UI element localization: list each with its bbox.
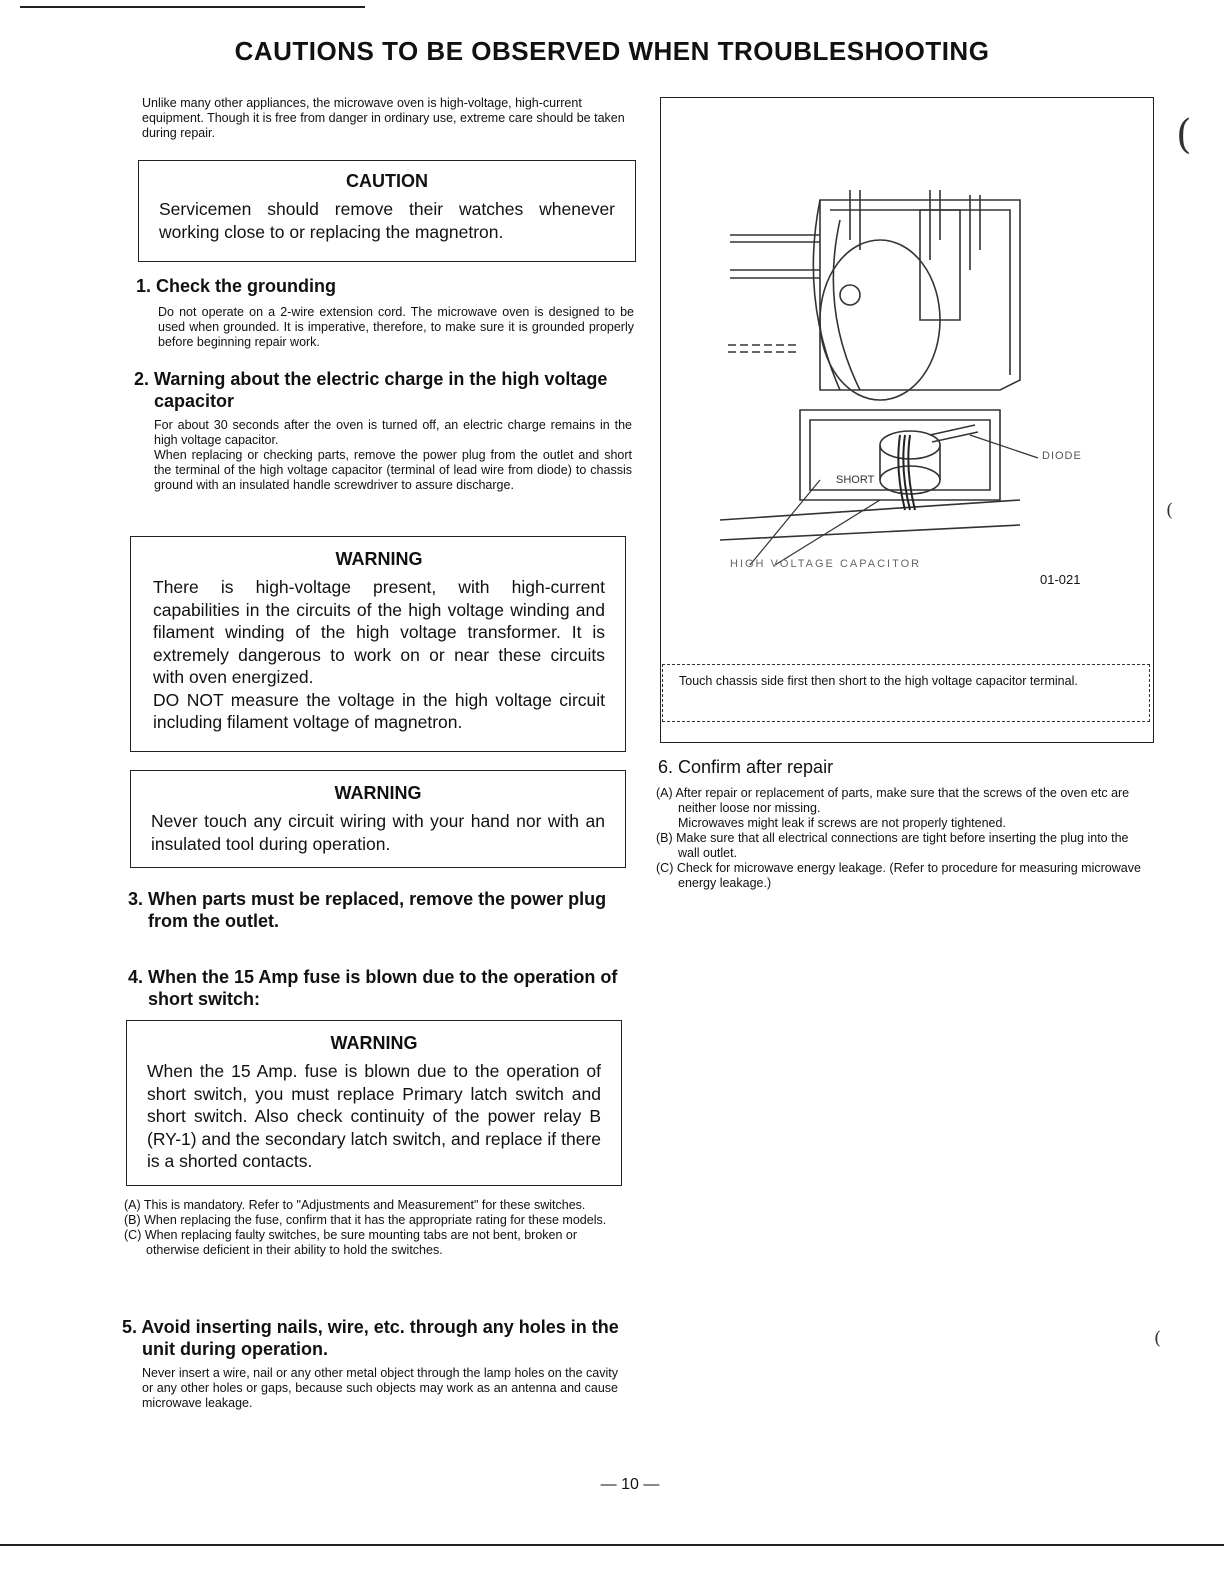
section6-item-a: (A) After repair or replacement of parts, make sure that the screws of the oven etc are neither loose nor missing. bbox=[656, 786, 1130, 815]
caution-body: Servicemen should remove their watches whenever working close to or replacing the magnetron. bbox=[159, 199, 615, 242]
bottom-rule bbox=[0, 1544, 1224, 1546]
section2-body bbox=[154, 418, 632, 493]
warning-body-1b: DO NOT measure the voltage in the high voltage circuit including filament voltage of magnetron. bbox=[153, 689, 605, 732]
warning-box-1 bbox=[130, 536, 626, 752]
warning-box-2 bbox=[130, 770, 626, 868]
section3-heading: 3. When parts must be replaced, remove the power plug from the outlet. bbox=[128, 889, 607, 931]
figure-id: 01-021 bbox=[1040, 572, 1081, 587]
note-a: (A) This is mandatory. Refer to "Adjustments and Measurement" for these switches. bbox=[124, 1198, 586, 1212]
capacitor-label: HIGH VOLTAGE CAPACITOR bbox=[730, 558, 922, 570]
warning-title-3: WARNING bbox=[330, 1033, 418, 1053]
margin-paren-mark-2: ( bbox=[1154, 1328, 1162, 1349]
margin-paren-mark: ( bbox=[1166, 500, 1174, 521]
section6-heading: 6. Confirm after repair bbox=[658, 757, 834, 777]
capacitor-illustration bbox=[700, 180, 1120, 600]
section6-item-b: (B) Make sure that all electrical connections are tight before inserting the plug into the wall outlet. bbox=[656, 831, 1129, 860]
section5-body: Never insert a wire, nail or any other metal object through the lamp holes on the cavity or any other holes or gaps, because such objects may work as an antenna and cause microwave leakage. bbox=[142, 1366, 618, 1410]
section2-body-1: For about 30 seconds after the oven is turned off, an electric charge remains in the high voltage capacitor. bbox=[154, 418, 632, 447]
warning-body-1a: There is high-voltage present, with high-current capabilities in the circuits of the high voltage winding and filament winding of the high voltage transformer. It is extremely dangerous to work on or near these circuits with oven energized. bbox=[153, 577, 605, 687]
warning-title-1: WARNING bbox=[335, 549, 423, 569]
warning-box-3 bbox=[126, 1020, 622, 1186]
note-b: (B) When replacing the fuse, confirm that it has the appropriate rating for these models. bbox=[124, 1213, 607, 1227]
section2-heading: 2. Warning about the electric charge in the high voltage capacitor bbox=[134, 369, 608, 411]
section6-item-c: (C) Check for microwave energy leakage. (Refer to procedure for measuring microwave energy leakage.) bbox=[656, 861, 1141, 890]
section6-item-a-extra: Microwaves might leak if screws are not properly tightened. bbox=[678, 816, 1006, 830]
section4-heading: 4. When the 15 Amp fuse is blown due to the operation of short switch: bbox=[128, 967, 618, 1009]
page-title: CAUTIONS TO BE OBSERVED WHEN TROUBLESHOOTING bbox=[234, 36, 990, 66]
warning-body-2: Never touch any circuit wiring with your hand nor with an insulated tool during operation. bbox=[151, 811, 605, 854]
intro-paragraph: Unlike many other appliances, the microwave oven is high-voltage, high-current equipment. Though it is free from danger in ordinary use, extreme care should be taken during repair. bbox=[142, 96, 625, 140]
warning-title-2: WARNING bbox=[334, 783, 422, 803]
figure-caption-box bbox=[662, 664, 1150, 722]
section2-body-2: When replacing or checking parts, remove the power plug from the outlet and short the terminal of the high voltage capacitor (terminal of lead wire from diode) to chassis ground with an insulated handle screwdriver to assure discharge. bbox=[154, 448, 632, 492]
warning-body-1 bbox=[153, 576, 605, 734]
warning-body-3: When the 15 Amp. fuse is blown due to the operation of short switch, you must replace Primary latch switch and short switch. Also check continuity of the power relay B (RY-1) and the secondary latch switch, and replace if there is a shorted contacts. bbox=[147, 1061, 601, 1171]
section1-body: Do not operate on a 2-wire extension cord. The microwave oven is designed to be used when grounded. It is imperative, therefore, to make sure it is grounded properly before beginning repair work. bbox=[158, 305, 634, 349]
caution-title: CAUTION bbox=[346, 171, 428, 191]
margin-bracket-mark: ( bbox=[1176, 112, 1192, 158]
top-rule bbox=[20, 6, 365, 8]
short-label: SHORT bbox=[836, 474, 875, 486]
figure-caption: Touch chassis side first then short to the high voltage capacitor terminal. bbox=[679, 674, 1078, 688]
note-c: (C) When replacing faulty switches, be sure mounting tabs are not bent, broken or otherwise deficient in their ability to hold the switches. bbox=[124, 1228, 578, 1257]
section4-notes bbox=[124, 1198, 620, 1258]
section1-heading: 1. Check the grounding bbox=[136, 276, 337, 296]
caution-box bbox=[138, 160, 636, 262]
page-number: — 10 — bbox=[600, 1476, 660, 1493]
diode-label: DIODE bbox=[1042, 450, 1082, 462]
section5-heading: 5. Avoid inserting nails, wire, etc. through any holes in the unit during operation. bbox=[122, 1317, 619, 1359]
section6-items bbox=[656, 786, 1152, 891]
